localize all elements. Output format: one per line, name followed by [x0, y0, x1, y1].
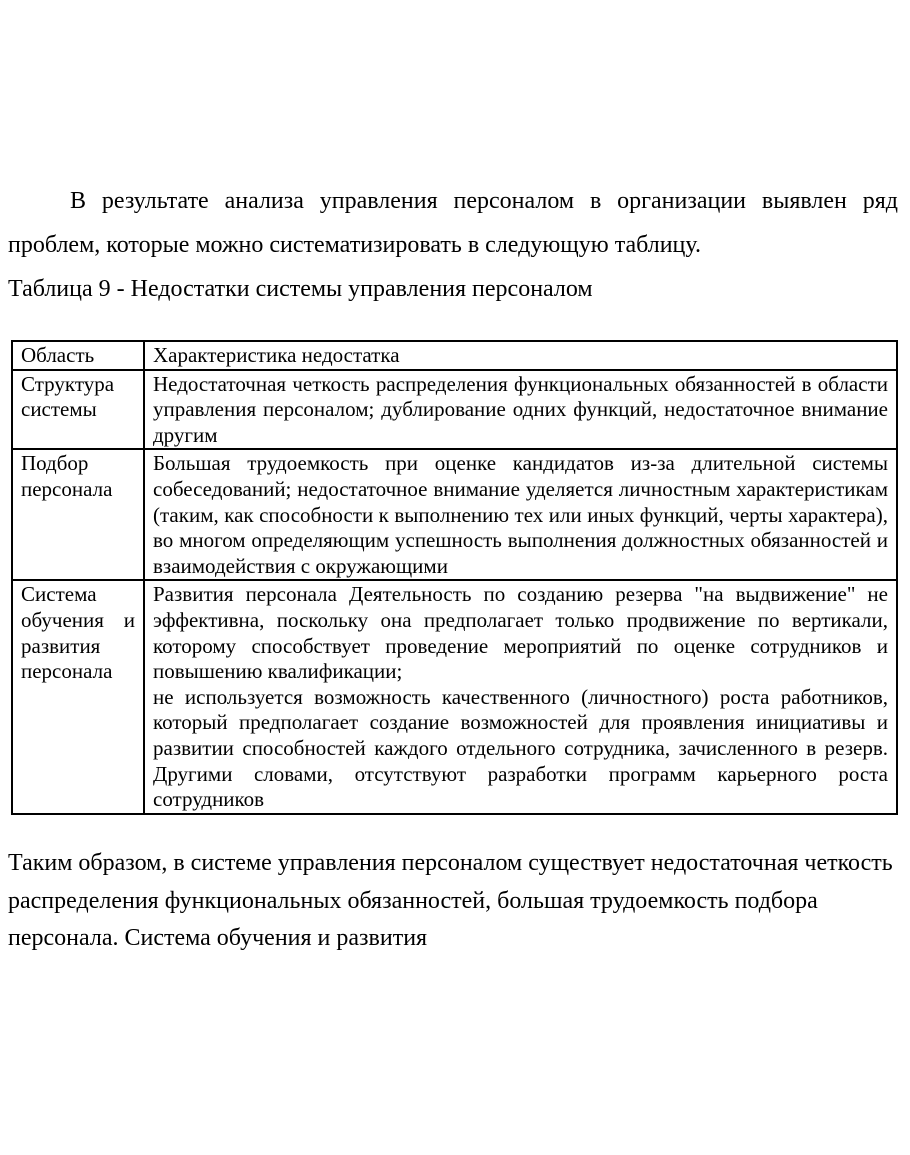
table-cell-description	[144, 370, 897, 450]
description-paragraph: Развития персонала Деятельность по созданию резерва "на выдвижение" не эффективна, поскольку она предполагает только продвижение по вертикали, которому способствует проведение мероприятий по оценке сотрудников и повышению квалификации;	[153, 582, 888, 684]
table-row	[12, 449, 897, 580]
shortcomings-table	[11, 340, 898, 815]
table-cell-description	[144, 580, 897, 813]
description-paragraph: не используется возможность качественного (личностного) роста работников, который предполагает создание возможностей для проявления инициативы и развитии способностей каждого отдельного сотрудника, зачисленного в резерв. Другими словами, отсутствуют разработки программ карьерного роста сотрудников	[153, 684, 888, 812]
table-cell-area: Система обучения и развития персонала	[12, 580, 144, 813]
description-paragraph: Недостаточная четкость распределения функциональных обязанностей в области управления персоналом; дублирование одних функций, недостаточное внимание другим	[153, 371, 888, 447]
table-header-characteristic: Характеристика недостатка	[144, 341, 897, 370]
table-cell-area: Структура системы	[12, 370, 144, 450]
table-header-row	[12, 341, 897, 370]
table-header-area: Область	[12, 341, 144, 370]
description-paragraph: Большая трудоемкость при оценке кандидатов из-за длительной системы собеседований; недостаточное внимание уделяется личностным характеристикам (таким, как способности к выполнению тех или иных функций, черты характера), во многом определяющим успешность выполнения должностных обязанностей и взаимодействия с окружающими	[153, 451, 888, 578]
table-row	[12, 370, 897, 450]
table-cell-area: Подбор персонала	[12, 449, 144, 580]
intro-paragraph: В результате анализа управления персоналом в организации выявлен ряд проблем, которые можно систематизировать в следующую таблицу.	[8, 188, 898, 258]
table-row	[12, 580, 897, 813]
closing-paragraph: Таким образом, в системе управления персоналом существует недостаточная четкость распределения функциональных обязанностей, большая трудоемкость подбора персонала. Система обучения и развития	[8, 850, 893, 951]
table-cell-description	[144, 449, 897, 580]
table-caption: Таблица 9 - Недостатки системы управления персоналом	[8, 276, 593, 302]
